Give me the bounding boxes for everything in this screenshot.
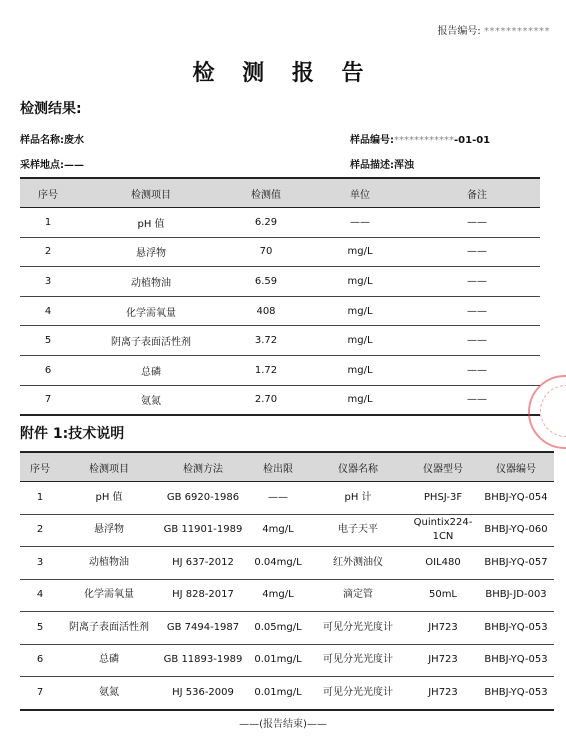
sample-name-label: 样品名称: — [20, 135, 64, 146]
tech-column-header: 仪器编号 — [478, 452, 554, 482]
tech-table-cell: 2 — [20, 514, 60, 547]
tech-table-cell: 动植物油 — [60, 547, 158, 580]
tech-table-row — [20, 482, 554, 515]
tech-table-cell: OIL480 — [408, 547, 478, 580]
results-table-cell: —— — [306, 208, 414, 238]
results-table-cell: 2.70 — [226, 385, 306, 415]
tech-table-cell: pH 值 — [60, 482, 158, 515]
results-table-cell: 1 — [20, 208, 76, 238]
tech-table-cell: BHBJ-YQ-057 — [478, 547, 554, 580]
tech-table-row — [20, 514, 554, 547]
tech-table-cell: 7 — [20, 677, 60, 710]
results-table-cell: 悬浮物 — [76, 237, 226, 267]
tech-table-cell: GB 11893-1989 — [158, 644, 248, 677]
results-table-cell: 2 — [20, 237, 76, 267]
sample-name-value: 废水 — [64, 135, 84, 146]
tech-column-header: 检出限 — [248, 452, 308, 482]
tech-table-cell: 可见分光光度计 — [308, 612, 408, 645]
results-table — [20, 177, 540, 416]
tech-table-cell: 0.04mg/L — [248, 547, 308, 580]
results-table-body — [20, 208, 540, 416]
tech-column-header: 仪器名称 — [308, 452, 408, 482]
tech-table-cell: JH723 — [408, 644, 478, 677]
tech-table-cell: 滴定管 — [308, 579, 408, 612]
report-number-label: 报告编号: — [437, 26, 481, 37]
results-section-title: 检测结果: — [20, 101, 82, 117]
tech-column-header: 检测方法 — [158, 452, 248, 482]
results-table-cell: 化学需氧量 — [76, 296, 226, 326]
sample-description-value: 浑浊 — [394, 160, 414, 171]
tech-table-cell: GB 7494-1987 — [158, 612, 248, 645]
results-table-cell: 4 — [20, 296, 76, 326]
results-table-cell: 1.72 — [226, 355, 306, 385]
results-table-cell: 总磷 — [76, 355, 226, 385]
tech-table-cell: GB 11901-1989 — [158, 514, 248, 547]
tech-table-row — [20, 547, 554, 580]
tech-table-cell: 6 — [20, 644, 60, 677]
tech-table-cell: 4mg/L — [248, 579, 308, 612]
tech-table-cell: 可见分光光度计 — [308, 644, 408, 677]
tech-table-cell: 可见分光光度计 — [308, 677, 408, 710]
results-table-cell: 6.59 — [226, 267, 306, 297]
sample-number-mask: ************ — [394, 135, 454, 146]
results-column-header: 序号 — [20, 178, 76, 208]
sampling-site-label: 采样地点: — [20, 160, 64, 171]
results-table-header — [20, 178, 540, 208]
tech-table-cell: 4mg/L — [248, 514, 308, 547]
sample-number-label: 样品编号: — [350, 135, 394, 146]
results-table-cell: —— — [414, 267, 540, 297]
results-table-cell: mg/L — [306, 237, 414, 267]
results-table-cell: —— — [414, 385, 540, 415]
tech-column-header: 仪器型号 — [408, 452, 478, 482]
tech-table-cell: GB 6920-1986 — [158, 482, 248, 515]
results-table-cell: mg/L — [306, 355, 414, 385]
tech-table-row — [20, 579, 554, 612]
tech-table-row — [20, 644, 554, 677]
document-title: 检 测 报 告 — [192, 61, 374, 86]
results-table-cell: —— — [414, 237, 540, 267]
tech-table-cell: PHSJ-3F — [408, 482, 478, 515]
results-table-cell: —— — [414, 326, 540, 356]
tech-table-cell: 4 — [20, 579, 60, 612]
sampling-site — [20, 156, 84, 171]
results-table-row — [20, 237, 540, 267]
results-table-row — [20, 385, 540, 415]
tech-table-cell: BHBJ-YQ-053 — [478, 677, 554, 710]
results-table-cell: mg/L — [306, 385, 414, 415]
tech-table-cell: JH723 — [408, 677, 478, 710]
results-column-header: 备注 — [414, 178, 540, 208]
tech-table-cell: 0.01mg/L — [248, 644, 308, 677]
results-table-cell: 70 — [226, 237, 306, 267]
results-table-cell: —— — [414, 208, 540, 238]
tech-table-cell: 阴离子表面活性剂 — [60, 612, 158, 645]
results-table-cell: 氨氮 — [76, 385, 226, 415]
tech-column-header: 检测项目 — [60, 452, 158, 482]
tech-table-cell: 红外测油仪 — [308, 547, 408, 580]
sampling-site-value: —— — [64, 160, 84, 171]
results-table-cell: 3.72 — [226, 326, 306, 356]
results-table-cell: 6.29 — [226, 208, 306, 238]
sample-number — [350, 131, 490, 146]
tech-table-cell: —— — [248, 482, 308, 515]
sample-number-suffix: -01-01 — [454, 135, 491, 146]
report-number-value: ************ — [484, 26, 550, 37]
results-table-cell: pH 值 — [76, 208, 226, 238]
report-end-marker: ——(报告结束)—— — [239, 719, 327, 730]
tech-table-cell: HJ 828-2017 — [158, 579, 248, 612]
tech-table-cell: 3 — [20, 547, 60, 580]
results-table-cell: 动植物油 — [76, 267, 226, 297]
results-table-row — [20, 267, 540, 297]
tech-table-cell: BHBJ-YQ-053 — [478, 644, 554, 677]
results-table-cell: 408 — [226, 296, 306, 326]
tech-table-cell: JH723 — [408, 612, 478, 645]
sample-name — [20, 131, 84, 146]
tech-column-header: 序号 — [20, 452, 60, 482]
tech-table-cell: BHBJ-YQ-053 — [478, 612, 554, 645]
tech-table-cell: HJ 637-2012 — [158, 547, 248, 580]
tech-table-cell: 悬浮物 — [60, 514, 158, 547]
tech-table-cell: BHBJ-YQ-060 — [478, 514, 554, 547]
results-table-row — [20, 296, 540, 326]
tech-table-cell: 化学需氧量 — [60, 579, 158, 612]
tech-table-row — [20, 612, 554, 645]
results-table-cell: 6 — [20, 355, 76, 385]
results-table-cell: —— — [414, 355, 540, 385]
results-table-row — [20, 208, 540, 238]
tech-table-cell: 0.01mg/L — [248, 677, 308, 710]
tech-table — [20, 451, 554, 711]
results-table-cell: 7 — [20, 385, 76, 415]
results-table-cell: mg/L — [306, 326, 414, 356]
tech-table-cell: BHBJ-YQ-054 — [478, 482, 554, 515]
results-table-cell: 5 — [20, 326, 76, 356]
tech-table-body — [20, 482, 554, 710]
tech-table-row — [20, 677, 554, 710]
tech-table-cell: 1 — [20, 482, 60, 515]
tech-table-cell: 总磷 — [60, 644, 158, 677]
tech-table-header — [20, 452, 554, 482]
tech-table-cell: pH 计 — [308, 482, 408, 515]
results-column-header: 检测项目 — [76, 178, 226, 208]
results-table-cell: 3 — [20, 267, 76, 297]
tech-table-cell: 氨氮 — [60, 677, 158, 710]
results-table-cell: mg/L — [306, 296, 414, 326]
tech-table-cell: 0.05mg/L — [248, 612, 308, 645]
results-table-cell: mg/L — [306, 267, 414, 297]
tech-section-title: 附件 1:技术说明 — [20, 426, 125, 442]
tech-table-cell: HJ 536-2009 — [158, 677, 248, 710]
results-table-cell: —— — [414, 296, 540, 326]
results-table-row — [20, 355, 540, 385]
results-table-row — [20, 326, 540, 356]
tech-table-cell: 5 — [20, 612, 60, 645]
tech-table-cell: Quintix224-1CN — [408, 514, 478, 547]
results-table-cell: 阴离子表面活性剂 — [76, 326, 226, 356]
tech-table-cell: 50mL — [408, 579, 478, 612]
tech-table-cell: 电子天平 — [308, 514, 408, 547]
results-column-header: 检测值 — [226, 178, 306, 208]
report-number — [437, 22, 550, 37]
results-column-header: 单位 — [306, 178, 414, 208]
sample-description — [350, 156, 414, 171]
sample-description-label: 样品描述: — [350, 160, 394, 171]
tech-table-cell: BHBJ-JD-003 — [478, 579, 554, 612]
